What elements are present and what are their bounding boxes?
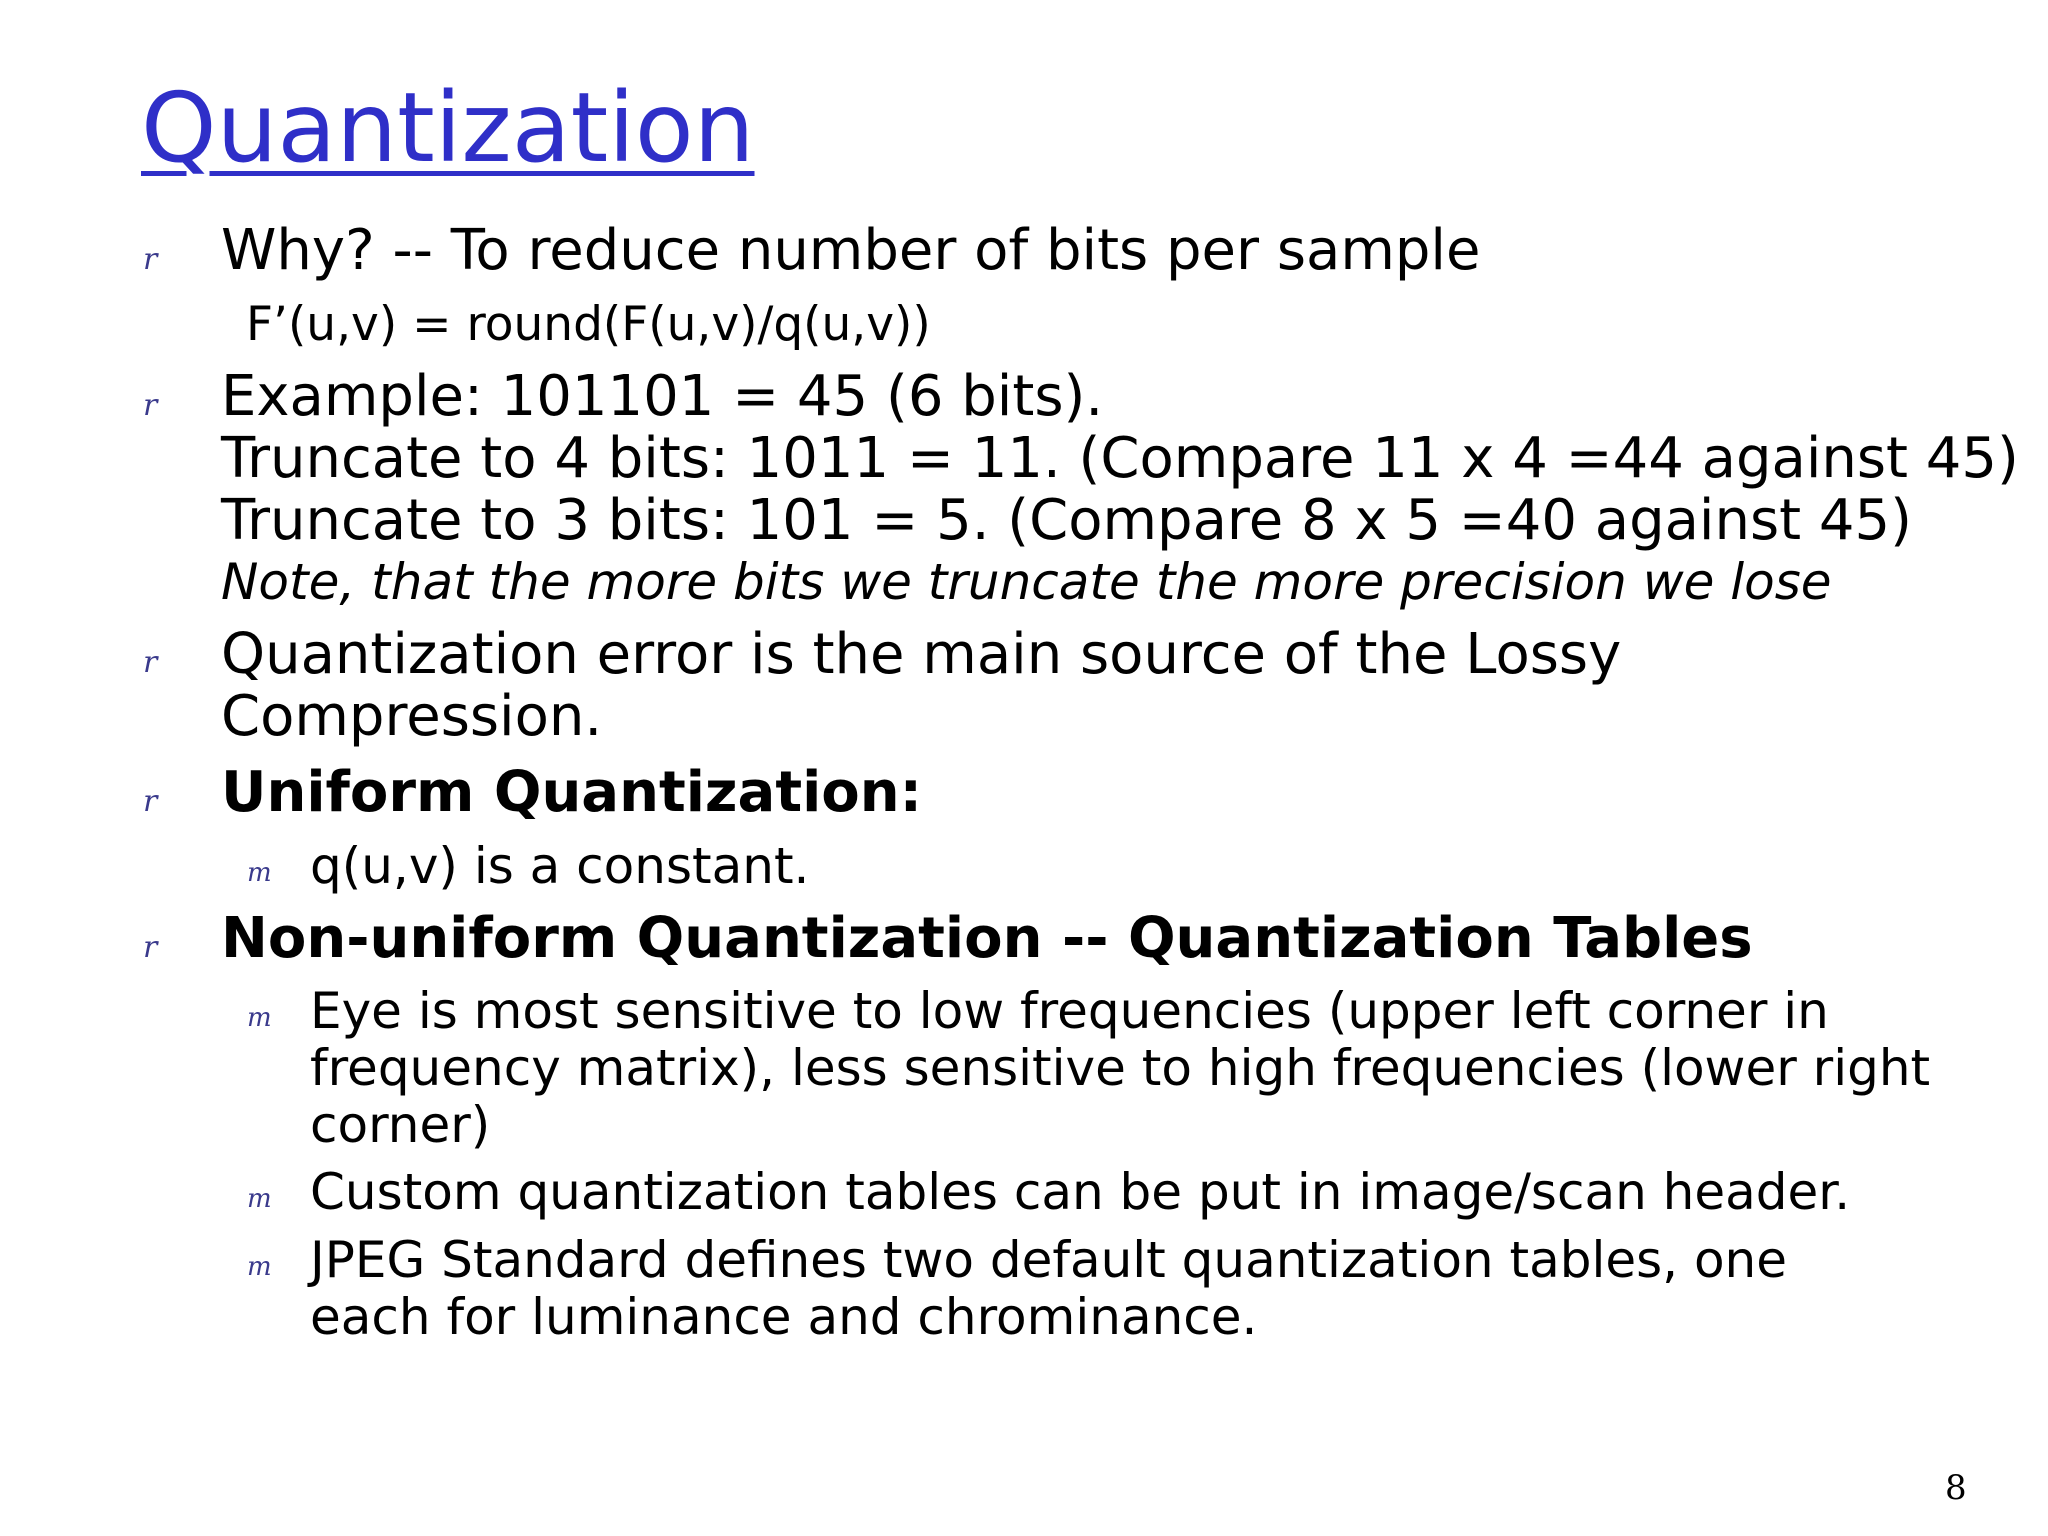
bullet-marker: r xyxy=(143,645,158,680)
uniform-quantization-heading: Uniform Quantization: xyxy=(221,760,923,825)
eye-sensitivity-line-3: corner) xyxy=(310,1096,491,1154)
bullet-marker: r xyxy=(143,784,158,819)
truncate-4-bits: Truncate to 4 bits: 1011 = 11. (Compare 11 x 4 =44 against 45) xyxy=(221,426,2019,491)
uniform-constant: q(u,v) is a constant. xyxy=(310,837,810,895)
precision-note: Note, that the more bits we truncate the more precision we lose xyxy=(221,553,1832,611)
sub-bullet-marker: m xyxy=(247,1252,272,1282)
bullet-marker: r xyxy=(143,930,158,965)
truncate-3-bits: Truncate to 3 bits: 101 = 5. (Compare 8 x 5 =40 against 45) xyxy=(221,488,1913,553)
bullet-marker: r xyxy=(143,388,158,423)
bullet-error-line-1: Quantization error is the main source of the Lossy xyxy=(221,622,1622,687)
bullet-why: Why? -- To reduce number of bits per sample xyxy=(221,218,1481,283)
jpeg-standard-line-1: JPEG Standard defines two default quantization tables, one xyxy=(310,1231,1788,1289)
bullet-example: Example: 101101 = 45 (6 bits). xyxy=(221,364,1104,429)
nonuniform-quantization-heading: Non-uniform Quantization -- Quantization Tables xyxy=(221,906,1753,971)
formula: F’(u,v) = round(F(u,v)/q(u,v)) xyxy=(246,297,931,352)
slide-title: Quantization xyxy=(141,72,755,184)
sub-bullet-marker: m xyxy=(247,1003,272,1033)
custom-tables: Custom quantization tables can be put in image/scan header. xyxy=(310,1163,1851,1221)
sub-bullet-marker: m xyxy=(247,858,272,888)
eye-sensitivity-line-1: Eye is most sensitive to low frequencies (upper left corner in xyxy=(310,982,1829,1040)
sub-bullet-marker: m xyxy=(247,1184,272,1214)
bullet-marker: r xyxy=(143,242,158,277)
page-number: 8 xyxy=(1945,1468,1967,1508)
jpeg-standard-line-2: each for luminance and chrominance. xyxy=(310,1288,1258,1346)
bullet-error-line-2: Compression. xyxy=(221,684,603,749)
eye-sensitivity-line-2: frequency matrix), less sensitive to high frequencies (lower right xyxy=(310,1039,1931,1097)
